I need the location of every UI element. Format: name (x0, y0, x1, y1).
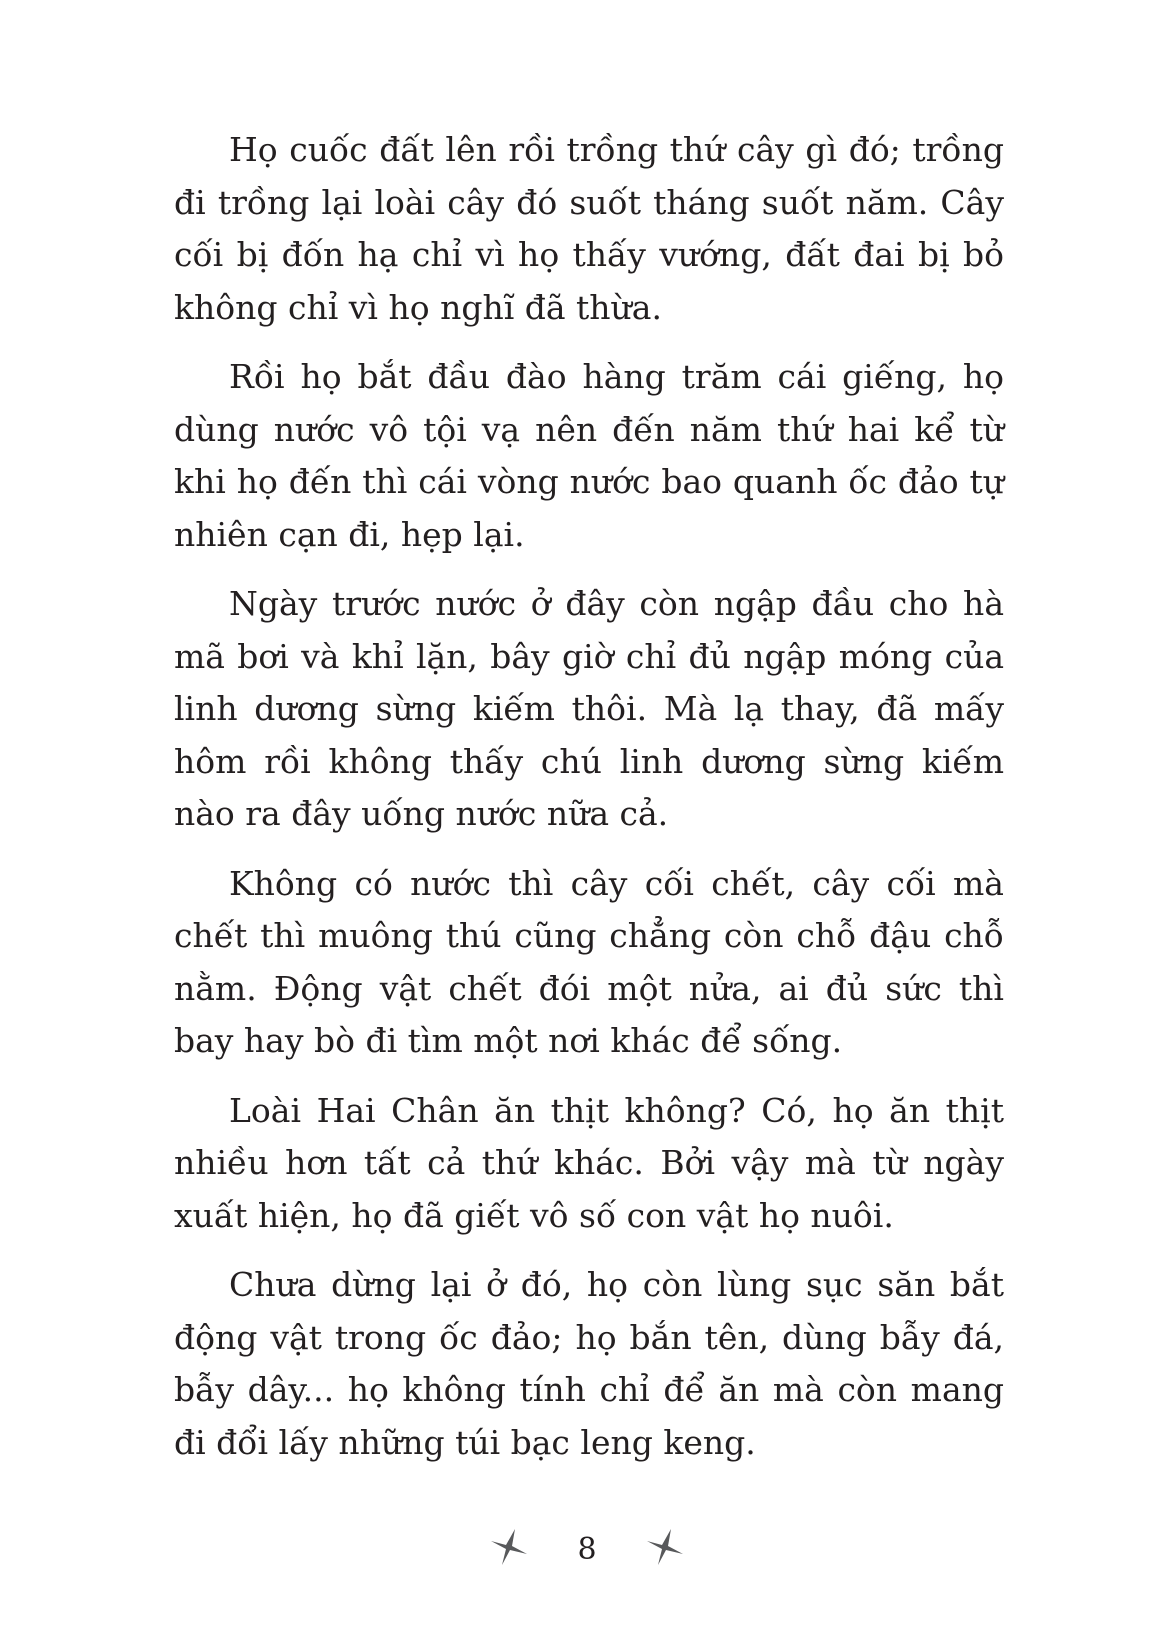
paragraph-4: Không có nước thì cây cối chết, cây cối mà chết thì muông thú cũng chẳng còn chỗ đậu chỗ nằm. Động vật chết đói một nửa, ai đủ sức thì bay hay bò đi tìm một nơi khác để sống. (174, 863, 1004, 1060)
star-icon (645, 1527, 685, 1567)
paragraph-3: Ngày trước nước ở đây còn ngập đầu cho hà mã bơi và khỉ lặn, bây giờ chỉ đủ ngập móng của linh dương sừng kiếm thôi. Mà lạ thay, đã mấy hôm rồi không thấy chú linh dương sừng kiếm nào ra đây uống nước nữa cả. (174, 584, 1004, 833)
paragraph-2: Rồi họ bắt đầu đào hàng trăm cái giếng, họ dùng nước vô tội vạ nên đến năm thứ hai kể từ khi họ đến thì cái vòng nước bao quanh ốc đảo tự nhiên cạn đi, hẹp lại. (174, 357, 1004, 554)
page-number: 8 (577, 1532, 597, 1567)
paragraph-5: Loài Hai Chân ăn thịt không? Có, họ ăn thịt nhiều hơn tất cả thứ khác. Bởi vậy mà từ ngày xuất hiện, họ đã giết vô số con vật họ nuôi. (174, 1090, 1004, 1235)
star-icon (489, 1527, 529, 1567)
page-footer (0, 1522, 1174, 1572)
body-text (174, 124, 1004, 1486)
paragraph-6: Chưa dừng lại ở đó, họ còn lùng sục săn bắt động vật trong ốc đảo; họ bắn tên, dùng bẫy đá, bẫy dây... họ không tính chỉ để ăn mà còn mang đi đổi lấy những túi bạc leng keng. (174, 1265, 1004, 1462)
paragraph-1: Họ cuốc đất lên rồi trồng thứ cây gì đó; trồng đi trồng lại loài cây đó suốt tháng suốt năm. Cây cối bị đốn hạ chỉ vì họ thấy vướng, đất đai bị bỏ không chỉ vì họ nghĩ đã thừa. (174, 130, 1004, 327)
